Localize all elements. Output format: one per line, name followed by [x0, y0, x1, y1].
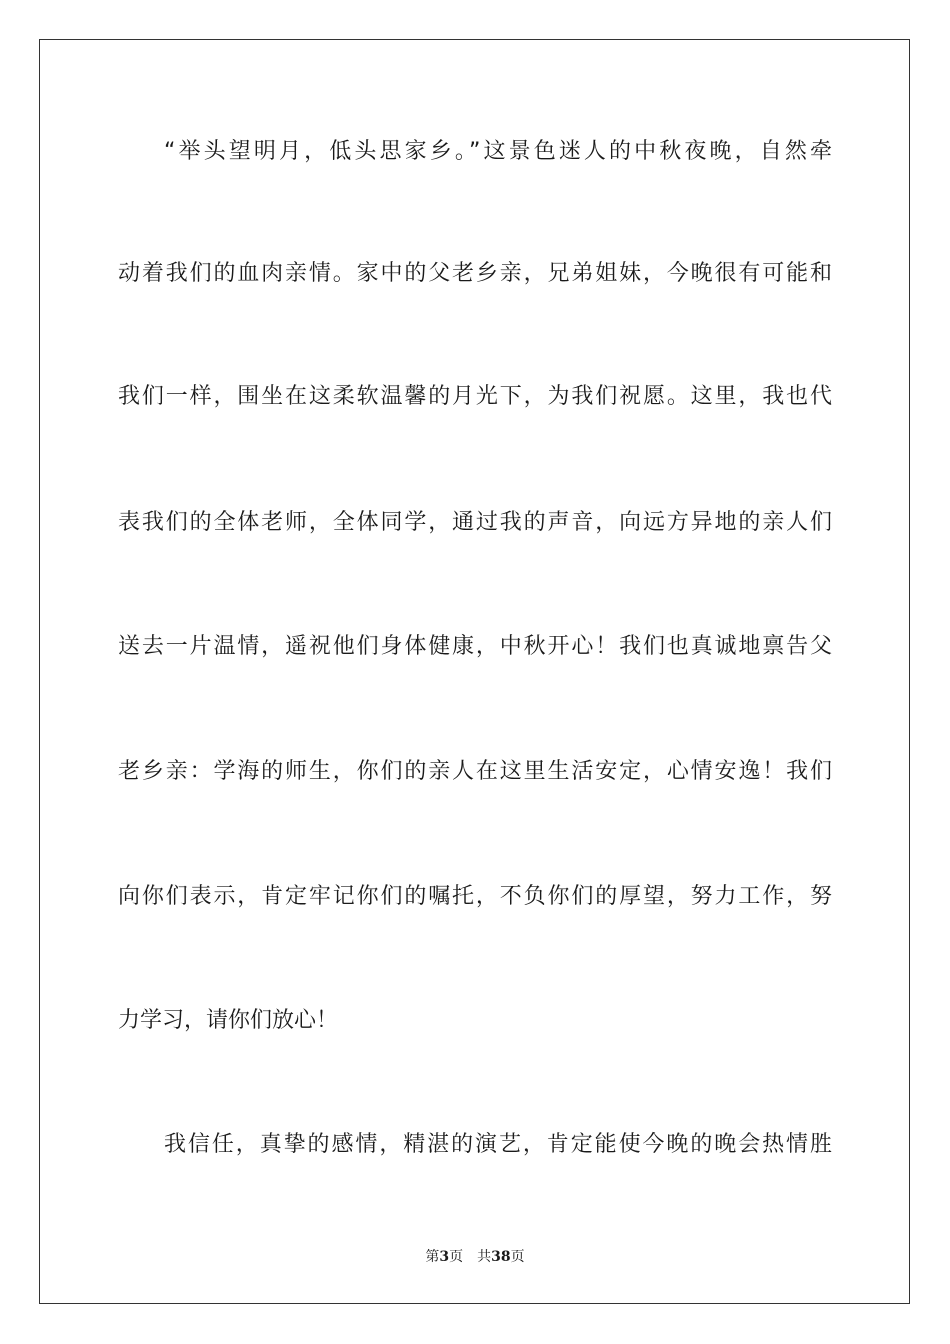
page-current: 3 — [439, 1249, 450, 1265]
page-footer — [0, 1248, 950, 1266]
total-suffix: 页 — [510, 1249, 525, 1265]
text-line-6: 老乡亲：学海的师生，你们的亲人在这里生活安定，心情安逸！我们 — [118, 759, 832, 784]
text-line-9: 我信任，真挚的感情，精湛的演艺，肯定能使今晚的晚会热情胜 — [164, 1132, 832, 1157]
page-prefix: 第 — [425, 1249, 440, 1265]
text-line-8: 力学习，请你们放心！ — [118, 1008, 339, 1033]
text-line-1: “举头望明月，低头思家乡。”这景色迷人的中秋夜晚，自然牵 — [164, 139, 832, 164]
text-line-3: 我们一样，围坐在这柔软温馨的月光下，为我们祝愿。这里，我也代 — [118, 384, 832, 409]
page-border — [39, 39, 910, 1304]
page-total: 38 — [491, 1249, 511, 1265]
text-line-2: 动着我们的血肉亲情。家中的父老乡亲，兄弟姐妹，今晚很有可能和 — [118, 261, 832, 286]
text-line-4: 表我们的全体老师，全体同学，通过我的声音，向远方异地的亲人们 — [118, 510, 832, 535]
page-suffix: 页 — [449, 1249, 464, 1265]
text-line-5: 送去一片温情，遥祝他们身体健康，中秋开心！我们也真诚地禀告父 — [118, 634, 832, 659]
text-line-7: 向你们表示，肯定牢记你们的嘱托，不负你们的厚望，努力工作，努 — [118, 884, 832, 909]
total-prefix: 共 — [477, 1249, 492, 1265]
